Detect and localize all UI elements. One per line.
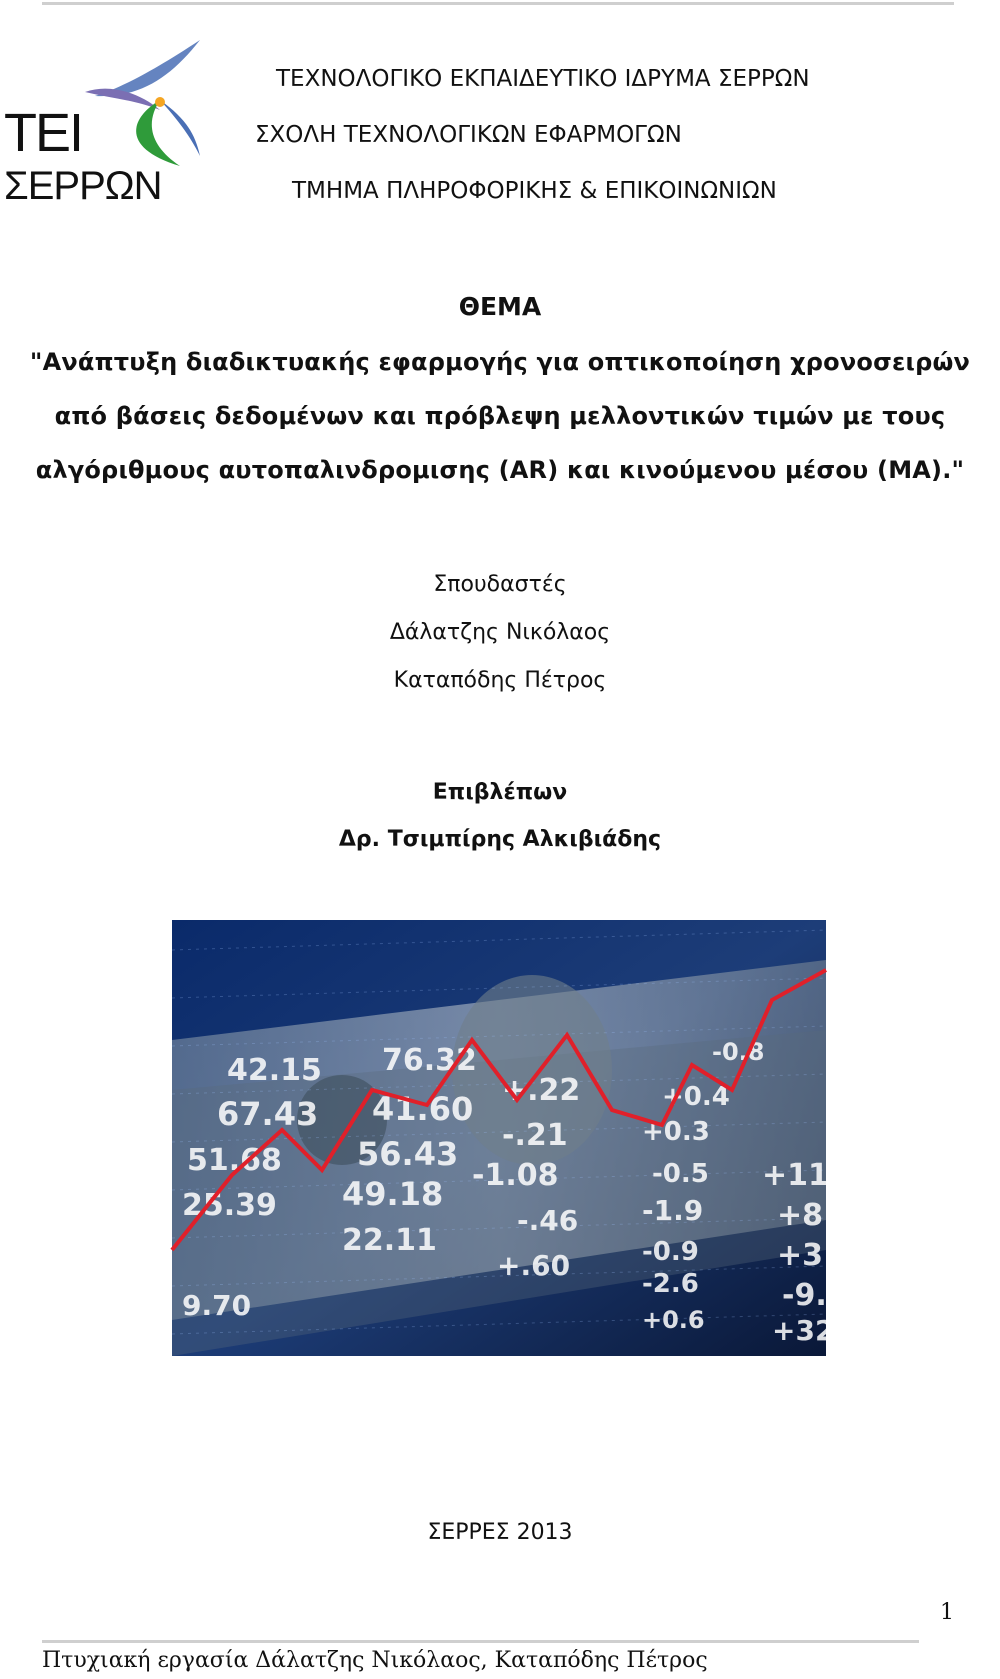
school-name: ΣΧΟΛΗ ΤΕΧΝΟΛΟΓΙΚΩΝ ΕΦΑΡΜΟΓΩΝ [255,122,682,148]
price-number: -0.9 [642,1237,699,1267]
place-year: ΣΕΡΡΕΣ 2013 [427,1520,573,1545]
page-number: 1 [940,1600,954,1625]
price-number: 41.60 [372,1090,474,1128]
price-number: +0.4 [662,1082,730,1112]
thesis-title-line: αλγόριθμους αυτοπαλινδρομισης (AR) και κινούμενου μέσου (MA)." [35,456,965,484]
cover-image-finance [172,920,848,1356]
supervisor-label: Επιβλέπων [432,780,568,805]
tei-serron-logo [0,38,210,218]
thesis-title-line: από βάσεις δεδομένων και πρόβλεψη μελλοντικών τιμών με τους [54,402,946,430]
institution-name: ΤΕΧΝΟΛΟΓΙΚΟ ΕΚΠΑΙΔΕΥΤΙΚΟ ΙΔΡΥΜΑ ΣΕΡΡΩΝ [276,66,810,92]
price-number: +.60 [497,1249,571,1282]
price-number: +11 [762,1158,829,1193]
price-number: 67.43 [217,1095,319,1133]
price-number: -.21 [502,1118,568,1153]
price-number: -.46 [517,1204,579,1237]
price-number: 51.68 [187,1143,282,1178]
price-number: 49.18 [342,1175,444,1213]
price-number: +8. [777,1198,835,1233]
price-number: -1.9 [642,1194,704,1227]
thesis-title-line: "Ανάπτυξη διαδικτυακής εφαρμογής για οπτικοποίηση χρονοσειρών [29,348,971,376]
price-number: -2.6 [642,1269,699,1299]
price-number: 22.11 [342,1223,437,1258]
price-number: 42.15 [227,1053,322,1088]
price-number: +0.3 [642,1117,710,1147]
price-number: +0.6 [642,1306,705,1334]
price-number: 25.39 [182,1188,277,1223]
price-number: 56.43 [357,1135,459,1173]
students-label: Σπουδαστές [433,572,567,597]
price-number: 76.32 [382,1043,477,1078]
price-number: +.22 [502,1073,581,1108]
department-name: ΤΜΗΜΑ ΠΛΗΡΟΦΟΡΙΚΗΣ & ΕΠΙΚΟΙΝΩΝΙΩΝ [292,178,777,204]
logo-serron-text: ΣΕΡΡΩΝ [4,164,162,208]
top-rule [42,2,954,5]
topic-label: ΘΕΜΑ [458,292,542,321]
footer-rule [42,1640,919,1643]
price-number: -0.8 [712,1038,765,1066]
student-name: Δάλατζης Νικόλαος [389,620,611,645]
price-number: -9.5 [782,1278,848,1313]
price-number: +3. [777,1238,835,1273]
logo-tei-text: ΤΕΙ [4,103,83,163]
finance-illustration [172,920,848,1356]
student-name: Καταπόδης Πέτρος [393,668,607,693]
supervisor-name: Δρ. Τσιμπίρης Αλκιβιάδης [338,827,662,852]
footer-text: Πτυχιακή εργασία Δάλατζης Νικόλαος, Καταπόδης Πέτρος [42,1648,708,1673]
price-number: -1.08 [472,1158,559,1193]
price-number: +32 [772,1314,835,1347]
price-number: 9.70 [182,1289,252,1322]
price-number: -0.5 [652,1159,709,1189]
